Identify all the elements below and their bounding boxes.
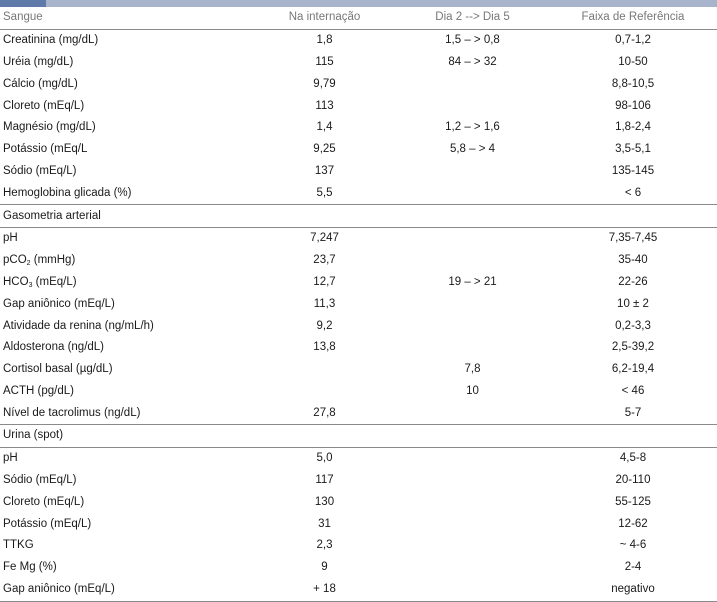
- admission-value: 13,8: [313, 341, 336, 354]
- reference-value: 10-50: [618, 55, 648, 68]
- reference-value: 20-110: [615, 474, 651, 487]
- reference-value: ~ 4-6: [619, 539, 647, 552]
- table-row: [0, 381, 717, 403]
- row-label: pH: [3, 232, 18, 245]
- admission-value: 9,2: [316, 319, 333, 332]
- reference-value: 10 ± 2: [617, 297, 649, 310]
- admission-value: 137: [314, 164, 335, 177]
- label-subscript: 3: [28, 281, 33, 289]
- reference-value: 5-7: [624, 406, 642, 419]
- row-label: Sódio (mEq/L): [3, 164, 77, 177]
- day2-5-value: [396, 514, 546, 536]
- table-row: [0, 250, 717, 272]
- table-header-row: [0, 7, 717, 30]
- label-unit: (mmHg): [30, 254, 76, 267]
- label-main: HCO: [3, 275, 29, 288]
- admission-value: 2,3: [316, 539, 333, 552]
- day2-5-value: 1,2 – > 1,6: [445, 121, 500, 134]
- admission-value: [250, 359, 396, 381]
- table-row: [0, 30, 717, 52]
- header-faixa-referencia: Faixa de Referência: [546, 7, 717, 30]
- table-row: [0, 95, 717, 117]
- row-label: Cálcio (mg/dL): [3, 77, 78, 90]
- table-row: [0, 272, 717, 294]
- table-row: [0, 294, 717, 316]
- table-top-bar: [0, 0, 717, 7]
- row-label: ACTH (pg/dL): [3, 384, 74, 397]
- day2-5-value: [396, 492, 546, 514]
- row-label: Cloreto (mEq/L): [3, 495, 85, 508]
- admission-value: 12,7: [313, 275, 336, 288]
- day2-5-value: 84 – > 32: [448, 55, 497, 68]
- admission-value: 23,7: [313, 254, 336, 267]
- table-row: [0, 337, 717, 359]
- row-label: Gap aniônico (mEq/L): [0, 579, 250, 601]
- day2-5-value: [396, 228, 546, 250]
- header-sangue: Sangue: [0, 7, 250, 30]
- day2-5-value: 1,5 – > 0,8: [445, 34, 500, 47]
- admission-value: 31: [318, 517, 331, 530]
- day2-5-value: [396, 403, 546, 425]
- row-label: Magnésio (mg/dL): [3, 121, 96, 134]
- reference-value: < 6: [624, 186, 642, 199]
- day2-5-value: 7,8: [464, 363, 481, 376]
- reference-value: 12-62: [618, 517, 648, 530]
- admission-value: 117: [315, 474, 334, 487]
- table-row: [0, 557, 717, 579]
- day2-5-value: 5,8 – > 4: [449, 143, 496, 156]
- day2-5-value: [396, 161, 546, 183]
- day2-5-value: [396, 74, 546, 96]
- table-row: [0, 52, 717, 74]
- reference-value: 6,2-19,4: [611, 363, 655, 376]
- admission-value: 5,0: [316, 452, 333, 465]
- admission-value: 7,247: [310, 232, 339, 245]
- table-row: [0, 448, 717, 470]
- table-row: [0, 74, 717, 96]
- row-label: Potássio (mEq/L: [3, 143, 88, 156]
- reference-value: 135-145: [611, 164, 655, 177]
- admission-value: [250, 381, 396, 403]
- table-row: [0, 228, 717, 250]
- label-subscript: 2: [26, 260, 31, 268]
- table-row: [0, 117, 717, 139]
- admission-value: 27,8: [313, 406, 336, 419]
- row-label: Fe Mg (%): [3, 561, 57, 574]
- table-row: [0, 139, 717, 161]
- section-title: Urina (spot): [0, 425, 717, 448]
- reference-value: < 46: [621, 384, 645, 397]
- reference-value: 22-26: [618, 275, 648, 288]
- lab-results-table: [0, 7, 717, 602]
- reference-value: 3,5-5,1: [615, 143, 651, 156]
- reference-value: 2-4: [624, 561, 642, 574]
- day2-5-value: 19 – > 21: [448, 275, 497, 288]
- row-label: Atividade da renina (ng/mL/h): [3, 319, 154, 332]
- reference-value: negativo: [546, 579, 717, 601]
- row-label: Potássio (mEq/L): [3, 517, 92, 530]
- admission-value: 9,25: [313, 143, 336, 156]
- row-label: [0, 250, 250, 272]
- row-label: Aldosterona (ng/dL): [3, 341, 105, 354]
- section-row-gasometria: [0, 205, 717, 228]
- day2-5-value: [396, 250, 546, 272]
- label-unit: (mEq/L): [32, 275, 77, 288]
- day2-5-value: [396, 557, 546, 579]
- admission-value: 130: [314, 495, 335, 508]
- header-na-internacao: Na internação: [250, 7, 396, 30]
- row-label: Sódio (mEq/L): [3, 474, 77, 487]
- admission-value: 1,8: [316, 34, 333, 47]
- row-label: Cloreto (mEq/L): [3, 99, 85, 112]
- header-dia2-dia5: Dia 2 --> Dia 5: [396, 7, 546, 30]
- reference-value: 7,35-7,45: [608, 232, 658, 245]
- admission-value: 5,5: [316, 186, 333, 199]
- admission-value: 115: [315, 55, 334, 68]
- label-main: pCO: [3, 254, 27, 267]
- row-label: Cortisol basal (µg/dL): [3, 363, 113, 376]
- day2-5-value: [396, 448, 546, 470]
- reference-value: 0,2-3,3: [615, 319, 651, 332]
- day2-5-value: [396, 470, 546, 492]
- section-row-urina: [0, 425, 717, 448]
- reference-value: 0,7-1,2: [615, 34, 651, 47]
- reference-value: 55-125: [615, 495, 651, 508]
- admission-value: 9,79: [313, 77, 336, 90]
- reference-value: 1,8-2,4: [615, 121, 651, 134]
- table-row: [0, 514, 717, 536]
- table-row: [0, 183, 717, 205]
- table-row: [0, 579, 717, 601]
- day2-5-value: [396, 337, 546, 359]
- row-label: Gap aniônico (mEq/L): [3, 297, 115, 310]
- row-label: Uréia (mg/dL): [3, 55, 74, 68]
- row-label: Hemoglobina glicada (%): [3, 186, 132, 199]
- day2-5-value: [396, 183, 546, 205]
- row-label: TTKG: [3, 539, 34, 552]
- reference-value: 8,8-10,5: [611, 77, 655, 90]
- table-row: [0, 535, 717, 557]
- reference-value: 2,5-39,2: [611, 341, 655, 354]
- table-row: [0, 359, 717, 381]
- admission-value: 9: [321, 561, 328, 574]
- table-row: [0, 470, 717, 492]
- admission-value: + 18: [250, 579, 396, 601]
- reference-value: 98-106: [615, 99, 651, 112]
- table-row: [0, 161, 717, 183]
- day2-5-value: 10: [466, 384, 479, 397]
- row-label: Creatinina (mg/dL): [3, 34, 99, 47]
- admission-value: 1,4: [316, 121, 333, 134]
- admission-value: 11,3: [313, 297, 336, 310]
- row-label: [0, 272, 250, 294]
- day2-5-value: [396, 579, 546, 601]
- table-row: [0, 492, 717, 514]
- row-label: Nível de tacrolimus (ng/dL): [3, 406, 141, 419]
- day2-5-value: [396, 95, 546, 117]
- admission-value: 113: [315, 99, 334, 112]
- table-top-bar-accent: [0, 0, 46, 7]
- day2-5-value: [396, 315, 546, 337]
- day2-5-value: [396, 294, 546, 316]
- day2-5-value: [396, 535, 546, 557]
- reference-value: 35-40: [618, 254, 648, 267]
- table-row: [0, 315, 717, 337]
- row-label: pH: [3, 452, 18, 465]
- table-row: [0, 403, 717, 425]
- reference-value: 4,5-8: [619, 452, 647, 465]
- section-title: Gasometria arterial: [0, 205, 717, 228]
